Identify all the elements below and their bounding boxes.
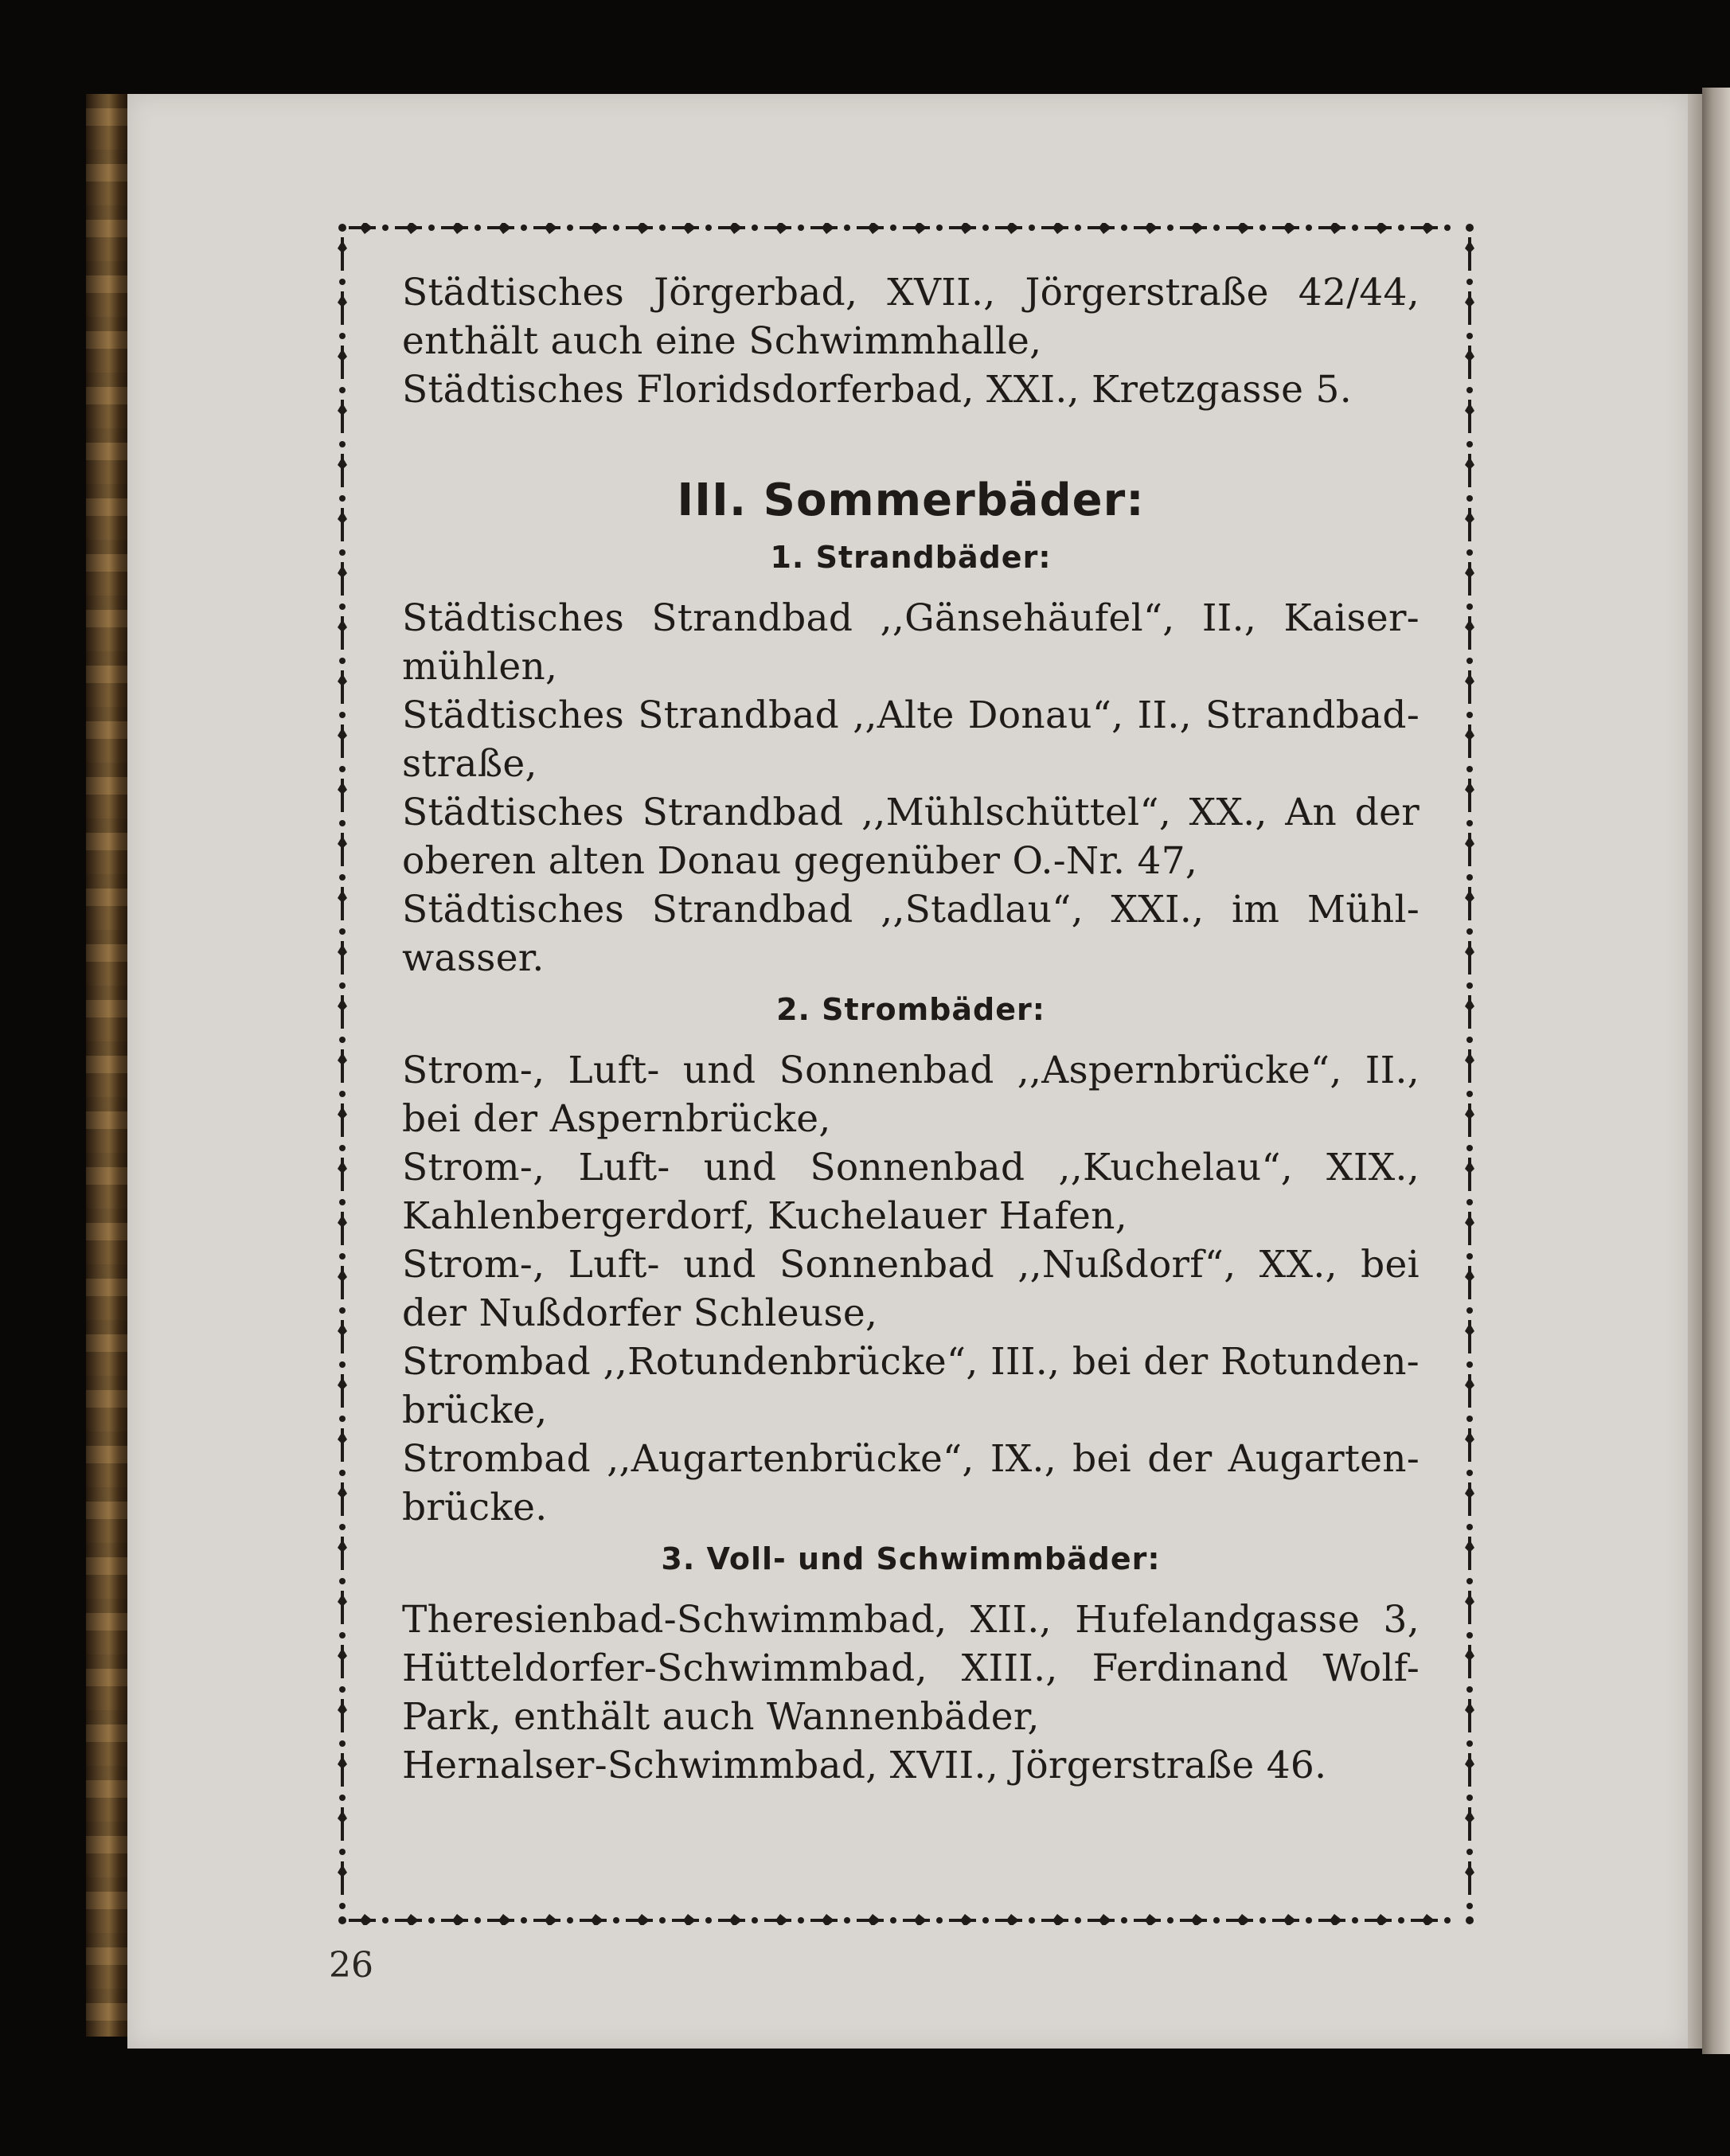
- border-band-ornament: [1465, 349, 1474, 361]
- border-band-dot: [1466, 549, 1473, 556]
- entry-continuation: der Nußdorfer Schleuse,: [402, 1291, 878, 1335]
- book-spine: [86, 94, 127, 2037]
- border-band-dot: [428, 1917, 435, 1924]
- border-band-dot: [982, 225, 989, 231]
- border-band-ornament: [1465, 998, 1474, 1011]
- border-band-dot: [339, 658, 346, 664]
- border-band-ornament: [775, 1914, 788, 1925]
- entry-continuation: mühlen,: [402, 645, 558, 689]
- border-band-dot: [1466, 441, 1473, 447]
- border-band-ornament: [1283, 1914, 1296, 1925]
- border-band-ornament: [1191, 223, 1204, 234]
- list-item: [402, 1143, 1420, 1240]
- border-band-ornament: [1237, 223, 1250, 234]
- border-band-dot: [1466, 1578, 1473, 1584]
- border-band-dot: [1466, 820, 1473, 826]
- border-band-ornament: [1465, 1594, 1474, 1607]
- page-edge: [1688, 94, 1702, 2049]
- subsection-title: 3. Voll- und Schwimmbäder:: [661, 1541, 1161, 1576]
- border-band-ornament: [338, 1756, 347, 1769]
- border-band-ornament: [1465, 565, 1474, 578]
- next-page-leaf: [1702, 88, 1730, 2054]
- border-band-dot: [1398, 1917, 1404, 1924]
- border-corner-dot: [1466, 224, 1474, 232]
- list-item: [402, 1435, 1420, 1532]
- border-band-dot: [659, 1917, 666, 1924]
- border-band-dot: [339, 495, 346, 502]
- border-band-ornament: [1465, 1486, 1474, 1498]
- border-band-dot: [382, 1917, 389, 1924]
- entry-first-line: Strombad ,,Rotundenbrücke“, III., bei der Rotunden-: [402, 1340, 1420, 1384]
- border-band-dot: [1466, 333, 1473, 339]
- border-band-dot: [567, 1917, 573, 1924]
- border-band-dot: [1167, 1917, 1174, 1924]
- list-item: [402, 1046, 1420, 1143]
- border-band-dot: [1466, 1091, 1473, 1097]
- list-item: [402, 594, 1420, 691]
- border-band-dot: [339, 1037, 346, 1043]
- border-band-dot: [613, 1917, 619, 1924]
- border-band-ornament: [1052, 1914, 1065, 1925]
- border-band-dot: [1121, 1917, 1127, 1924]
- border-band-ornament: [338, 619, 347, 632]
- border-band-dot: [339, 1795, 346, 1801]
- border-band-dot: [705, 1917, 712, 1924]
- border-band-dot: [844, 1917, 850, 1924]
- border-band-ornament: [338, 565, 347, 578]
- border-band-dot: [339, 874, 346, 881]
- border-band-dot: [339, 1145, 346, 1151]
- border-band-ornament: [1465, 944, 1474, 957]
- entry-first-line: Strombad ,,Augartenbrücke“, IX., bei der Augarten-: [402, 1437, 1420, 1481]
- border-band-ornament: [338, 836, 347, 849]
- list-item: [402, 1338, 1420, 1435]
- border-band-dot: [339, 387, 346, 393]
- border-band-dot: [339, 441, 346, 447]
- border-band-ornament: [452, 1914, 465, 1925]
- border-band-ornament: [338, 1377, 347, 1390]
- entry-first-line: Hernalser-Schwimmbad, XVII., Jörgerstraße 46.: [402, 1744, 1327, 1787]
- border-band-ornament: [338, 890, 347, 903]
- border-band-dot: [1259, 225, 1266, 231]
- border-band-ornament: [1465, 1053, 1474, 1065]
- border-band-ornament: [1465, 457, 1474, 470]
- border-band-dot: [1466, 1361, 1473, 1368]
- border-band-ornament: [637, 223, 650, 234]
- border-band-dot: [339, 279, 346, 285]
- border-band-ornament: [1099, 223, 1111, 234]
- border-band-dot: [339, 1470, 346, 1476]
- border-band-ornament: [1330, 223, 1342, 234]
- border-band-ornament: [1465, 403, 1474, 416]
- strandbaeder-list: [402, 594, 1420, 982]
- border-band-ornament: [1465, 1865, 1474, 1877]
- border-band-dot: [659, 225, 666, 231]
- border-band-dot: [339, 603, 346, 610]
- border-band-ornament: [338, 1594, 347, 1607]
- border-band-ornament: [1376, 223, 1388, 234]
- border-band-ornament: [1465, 1431, 1474, 1444]
- border-band-dot: [1466, 1740, 1473, 1747]
- border-band-ornament: [338, 349, 347, 361]
- border-band-dot: [1466, 1307, 1473, 1314]
- border-band-ornament: [1191, 1914, 1204, 1925]
- border-band-dot: [1466, 1253, 1473, 1260]
- border-band-ornament: [545, 1914, 557, 1925]
- strombaeder-list: [402, 1046, 1420, 1532]
- border-band-dot: [844, 225, 850, 231]
- border-band-ornament: [822, 223, 834, 234]
- entry-continuation: Park, enthält auch Wannenbäder,: [402, 1695, 1040, 1739]
- border-band-ornament: [1465, 836, 1474, 849]
- border-band-ornament: [1465, 1323, 1474, 1336]
- border-band-dot: [339, 1361, 346, 1368]
- entry-continuation: straße,: [402, 742, 537, 786]
- entry-first-line: Städtisches Strandbad ,,Mühlschüttel“, XX., An der: [402, 791, 1420, 834]
- intro-list: [402, 268, 1420, 414]
- border-band-ornament: [1465, 1756, 1474, 1769]
- border-band-ornament: [1465, 1702, 1474, 1715]
- border-band-ornament: [338, 1269, 347, 1282]
- entry-first-line: Städtisches Strandbad ,,Gänsehäufel“, II., Kaiser-: [402, 596, 1420, 640]
- border-band-ornament: [498, 223, 511, 234]
- border-band-dot: [339, 712, 346, 718]
- border-band-ornament: [1465, 240, 1474, 253]
- border-band-ornament: [1006, 223, 1019, 234]
- border-band-ornament: [338, 1540, 347, 1553]
- border-band-dot: [1466, 1416, 1473, 1422]
- border-band-dot: [339, 766, 346, 772]
- entry-continuation: wasser.: [402, 936, 545, 980]
- border-band-ornament: [822, 1914, 834, 1925]
- border-band-dot: [339, 1253, 346, 1260]
- border-band-dot: [339, 549, 346, 556]
- border-band-ornament: [338, 1865, 347, 1877]
- entry-first-line: Städtisches Floridsdorferbad, XXI., Kretzgasse 5.: [402, 368, 1352, 412]
- entry-continuation: brücke.: [402, 1486, 548, 1529]
- border-band-ornament: [1465, 1269, 1474, 1282]
- border-band-dot: [890, 225, 896, 231]
- border-band-dot: [1121, 225, 1127, 231]
- border-band-ornament: [1006, 1914, 1019, 1925]
- border-band-ornament: [338, 1431, 347, 1444]
- border-band-ornament: [338, 1215, 347, 1228]
- border-band-ornament: [1376, 1914, 1388, 1925]
- border-band-ornament: [338, 1053, 347, 1065]
- border-band-dot: [1444, 225, 1451, 231]
- border-band-ornament: [1422, 223, 1435, 234]
- border-band-ornament: [1422, 1914, 1435, 1925]
- border-band-dot: [474, 1917, 481, 1924]
- border-band-ornament: [338, 403, 347, 416]
- border-band-dot: [339, 928, 346, 935]
- border-band-dot: [798, 225, 804, 231]
- border-band-dot: [752, 225, 758, 231]
- entry-continuation: Kahlenbergerdorf, Kuchelauer Hafen,: [402, 1194, 1127, 1238]
- entry-continuation: brücke,: [402, 1389, 548, 1432]
- border-band-ornament: [1099, 1914, 1111, 1925]
- border-band-dot: [1466, 1795, 1473, 1801]
- border-band-dot: [1466, 874, 1473, 881]
- entry-first-line: Hütteldorfer-Schwimmbad, XIII., Ferdinand Wolf-: [402, 1646, 1420, 1690]
- border-band-ornament: [1465, 1107, 1474, 1119]
- border-band-dot: [567, 225, 573, 231]
- border-band-ornament: [338, 728, 347, 740]
- border-band-dot: [339, 1686, 346, 1693]
- border-band-dot: [339, 1578, 346, 1584]
- border-band-ornament: [1465, 674, 1474, 686]
- border-band-dot: [613, 225, 619, 231]
- border-band-ornament: [338, 674, 347, 686]
- border-band-dot: [339, 1307, 346, 1314]
- border-band-dot: [1466, 387, 1473, 393]
- border-band-dot: [1306, 1917, 1312, 1924]
- border-band-ornament: [868, 223, 881, 234]
- section-title: III. Sommerbäder:: [677, 475, 1145, 526]
- list-item: [402, 1741, 1420, 1790]
- border-band-dot: [982, 1917, 989, 1924]
- border-band-dot: [1466, 603, 1473, 610]
- border-corner-dot: [1466, 1916, 1474, 1924]
- border-band-dot: [1398, 225, 1404, 231]
- entry-first-line: Strom-, Luft- und Sonnenbad ,,Nußdorf“, XX., bei: [402, 1243, 1420, 1287]
- border-band-ornament: [338, 457, 347, 470]
- border-band-dot: [1466, 1686, 1473, 1693]
- border-band-ornament: [960, 1914, 973, 1925]
- border-band-ornament: [1465, 782, 1474, 795]
- border-band-dot: [1466, 1903, 1473, 1909]
- border-band-ornament: [1465, 295, 1474, 307]
- border-band-ornament: [338, 1323, 347, 1336]
- border-band-dot: [521, 225, 527, 231]
- border-band-dot: [1466, 712, 1473, 718]
- border-band-ornament: [498, 1914, 511, 1925]
- list-item: [402, 788, 1420, 885]
- subsection-title: 2. Strombäder:: [776, 992, 1045, 1027]
- list-item: [402, 1240, 1420, 1338]
- page-number: 26: [329, 1945, 373, 1986]
- border-band-dot: [428, 225, 435, 231]
- border-band-dot: [339, 1416, 346, 1422]
- vollbaeder-list: [402, 1596, 1420, 1790]
- border-band-dot: [1466, 1632, 1473, 1638]
- border-corner-dot: [338, 224, 346, 232]
- border-band-dot: [798, 1917, 804, 1924]
- border-band-dot: [1167, 225, 1174, 231]
- border-band-ornament: [338, 1702, 347, 1715]
- border-band-dot: [1466, 982, 1473, 989]
- border-band-ornament: [637, 1914, 650, 1925]
- border-band-dot: [339, 820, 346, 826]
- border-band-dot: [1466, 495, 1473, 502]
- border-band-dot: [339, 1849, 346, 1855]
- border-band-ornament: [338, 1648, 347, 1661]
- border-band-dot: [1352, 225, 1358, 231]
- border-band-dot: [1259, 1917, 1266, 1924]
- border-band-ornament: [1145, 223, 1158, 234]
- border-band-ornament: [914, 223, 927, 234]
- border-band-dot: [339, 1632, 346, 1638]
- border-band-ornament: [338, 1107, 347, 1119]
- border-band-dot: [936, 225, 943, 231]
- border-band-dot: [1466, 1037, 1473, 1043]
- border-band-dot: [339, 1091, 346, 1097]
- border-band-dot: [705, 225, 712, 231]
- border-band-ornament: [1465, 728, 1474, 740]
- border-band-ornament: [914, 1914, 927, 1925]
- entry-continuation: oberen alten Donau gegenüber O.-Nr. 47,: [402, 839, 1198, 883]
- border-band-dot: [752, 1917, 758, 1924]
- border-band-ornament: [360, 1914, 373, 1925]
- border-band-dot: [1029, 225, 1035, 231]
- list-item: [402, 885, 1420, 982]
- border-band-ornament: [1465, 1540, 1474, 1553]
- border-band-ornament: [452, 223, 465, 234]
- border-band-dot: [1466, 1145, 1473, 1151]
- border-band-dot: [1466, 1470, 1473, 1476]
- border-band-ornament: [338, 240, 347, 253]
- border-band-dot: [1466, 279, 1473, 285]
- border-band-dot: [1075, 225, 1081, 231]
- border-band-ornament: [683, 1914, 696, 1925]
- entry-first-line: Städtisches Jörgerbad, XVII., Jörgerstraße 42/44,: [402, 271, 1420, 314]
- border-band-ornament: [1465, 1377, 1474, 1390]
- border-band-dot: [521, 1917, 527, 1924]
- list-item: [402, 1596, 1420, 1644]
- border-band-ornament: [729, 223, 742, 234]
- border-band-dot: [1466, 928, 1473, 935]
- border-band-dot: [339, 982, 346, 989]
- border-band-dot: [1466, 1524, 1473, 1530]
- border-band-ornament: [1465, 1161, 1474, 1174]
- border-band-ornament: [338, 998, 347, 1011]
- entry-first-line: Städtisches Strandbad ,,Alte Donau“, II., Strandbad-: [402, 693, 1420, 737]
- border-band-ornament: [868, 1914, 881, 1925]
- border-band-ornament: [360, 223, 373, 234]
- border-band-dot: [1466, 658, 1473, 664]
- page-content: [402, 268, 1420, 1790]
- border-band-dot: [474, 225, 481, 231]
- border-band-dot: [1213, 225, 1220, 231]
- border-band-dot: [339, 1903, 346, 1909]
- border-band-ornament: [338, 782, 347, 795]
- border-band-ornament: [1052, 223, 1065, 234]
- border-band-ornament: [338, 1161, 347, 1174]
- list-item: [402, 1644, 1420, 1741]
- border-band-ornament: [1330, 1914, 1342, 1925]
- border-band-dot: [1213, 1917, 1220, 1924]
- entry-first-line: Strom-, Luft- und Sonnenbad ,,Kuchelau“, XIX.,: [402, 1146, 1420, 1189]
- border-band-ornament: [406, 223, 419, 234]
- border-band-dot: [382, 225, 389, 231]
- border-band-dot: [1029, 1917, 1035, 1924]
- border-band-ornament: [1465, 511, 1474, 524]
- border-band-ornament: [1465, 1810, 1474, 1823]
- border-band-ornament: [1465, 619, 1474, 632]
- subsection-title: 1. Strandbäder:: [770, 540, 1052, 575]
- border-band-dot: [339, 1524, 346, 1530]
- border-band-ornament: [591, 1914, 603, 1925]
- border-band-ornament: [1465, 1215, 1474, 1228]
- border-corner-dot: [338, 1916, 346, 1924]
- list-item: [402, 365, 1420, 414]
- border-band-dot: [1352, 1917, 1358, 1924]
- border-band-ornament: [406, 1914, 419, 1925]
- border-band-dot: [1444, 1917, 1451, 1924]
- border-band-ornament: [1465, 1648, 1474, 1661]
- border-band-dot: [339, 1199, 346, 1205]
- border-band-ornament: [775, 223, 788, 234]
- border-band-dot: [1466, 1849, 1473, 1855]
- border-band-ornament: [960, 223, 973, 234]
- list-item: [402, 268, 1420, 365]
- border-band-ornament: [338, 1810, 347, 1823]
- border-band-dot: [339, 1740, 346, 1747]
- border-band-ornament: [591, 223, 603, 234]
- border-band-dot: [1466, 766, 1473, 772]
- entry-first-line: Theresienbad-Schwimmbad, XII., Hufelandgasse 3,: [402, 1598, 1420, 1642]
- border-band-ornament: [338, 511, 347, 524]
- border-band-dot: [1306, 225, 1312, 231]
- border-band-dot: [936, 1917, 943, 1924]
- border-band-ornament: [1237, 1914, 1250, 1925]
- border-band-ornament: [1283, 223, 1296, 234]
- border-band-ornament: [338, 944, 347, 957]
- border-band-ornament: [338, 295, 347, 307]
- border-band-dot: [890, 1917, 896, 1924]
- entry-first-line: Strom-, Luft- und Sonnenbad ,,Aspernbrücke“, II.,: [402, 1049, 1420, 1092]
- entry-continuation: enthält auch eine Schwimmhalle,: [402, 319, 1042, 363]
- border-band-ornament: [729, 1914, 742, 1925]
- border-band-ornament: [338, 1486, 347, 1498]
- entry-continuation: bei der Aspernbrücke,: [402, 1097, 831, 1141]
- list-item: [402, 691, 1420, 788]
- entry-first-line: Städtisches Strandbad ,,Stadlau“, XXI., im Mühl-: [402, 888, 1420, 932]
- border-band-dot: [339, 333, 346, 339]
- border-band-ornament: [545, 223, 557, 234]
- border-band-ornament: [683, 223, 696, 234]
- border-band-dot: [1075, 1917, 1081, 1924]
- border-band-ornament: [1145, 1914, 1158, 1925]
- border-band-dot: [1466, 1199, 1473, 1205]
- border-band-ornament: [1465, 890, 1474, 903]
